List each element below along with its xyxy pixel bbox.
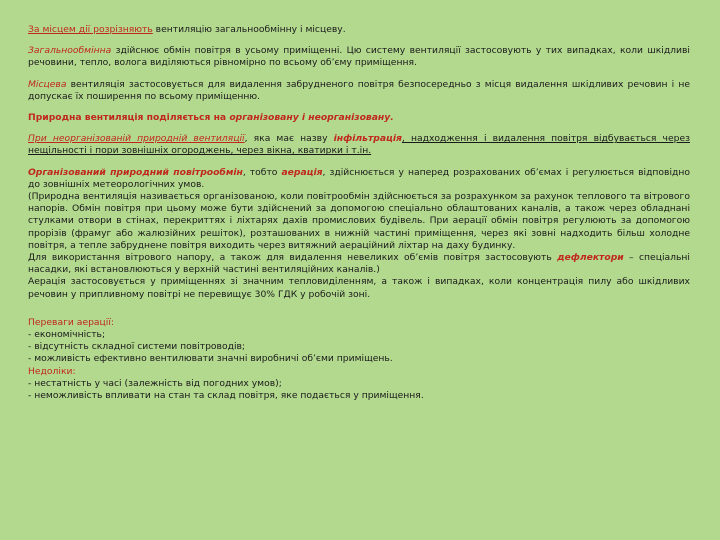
pros-title: Переваги аерації: <box>28 316 115 328</box>
paragraph-natural-ventilation <box>28 112 690 124</box>
organized-mid: , тобто <box>242 166 282 178</box>
organized-term: Організований природний повітрообмін <box>28 166 243 178</box>
paragraph-classification <box>28 24 690 36</box>
local-term: Місцева <box>28 78 67 90</box>
natural-lead: Природна вентиляція поділяється на <box>28 112 230 124</box>
local-rest: вентиляція застосовується для видалення забрудненого повітря безпосередньо з місця видалення шкідливих речовин і не допускає їх поширення по всьому приміщенню. <box>28 78 690 102</box>
pros-item: - можливість ефективно вентилювати значні виробничі об’єми приміщень. <box>28 353 393 365</box>
paragraph-unorganized <box>28 133 690 157</box>
deflectors-term: дефлектори <box>557 252 624 264</box>
paragraph-natural-explanation: (Природна вентиляція називається організованою, коли повітрообмін здійснюється за розрахунком за рахунок теплового та вітрового напорів. Обмін повітря при цьому може бути здійснений за допомогою спеціально облаштованих каналів, а також через обладнані стулками отвори в стінах, перекриттях і ліхтарях дахів промислових будівель. При аерації обмін повітря регулюють за допомогою прорізів (фрамуг або жалюзійних решіток), розташованих в нижній частині приміщення, через які зовні надходить більш холодне повітря, а тепле забруднене повітря виходить через витяжний аераційний ліхтар на даху будинку. <box>28 191 690 251</box>
pros-section <box>28 317 690 402</box>
cons-item: - нестатність у часі (залежність від погодних умов); <box>28 377 282 389</box>
paragraph-local-ventilation <box>28 79 690 103</box>
general-rest: здійснює обмін повітря в усьому приміщенні. Цю систему вентиляції застосовують у тих випадках, коли шкідливі речовини, тепло, волога виділяються рівномірно по всьому об’єму приміщення. <box>28 45 690 69</box>
general-term: Загальнообмінна <box>28 45 112 57</box>
paragraph-aeration-usage: Аерація застосовується у приміщеннях зі значним тепловиділенням, а також і випадках, коли концентрація пилу або шкідливих речовин у припливному повітрі не перевищує 30% ГДК у робочій зоні. <box>28 276 690 300</box>
deflectors-lead: Для використання вітрового напору, а також для видалення невеликих об’ємів повітря застосовують <box>28 252 558 264</box>
pros-list <box>28 329 690 366</box>
unorganized-rest: , надходження і видалення повітря відбувається через нещільності і пори зовнішніх огороджень, через вікна, кватирки і т.ін. <box>28 133 690 157</box>
unorganized-mid: , яка має назву <box>244 133 334 145</box>
paragraph-general-ventilation <box>28 45 690 69</box>
natural-org: організовану і неорганізовану. <box>229 112 394 124</box>
aeration-term: аерація <box>281 166 323 178</box>
cons-list <box>28 378 690 402</box>
cons-title: Недоліки: <box>28 365 76 377</box>
pros-item: - економічність; <box>28 329 106 341</box>
unorganized-term: При неорганізованій природній вентиляції <box>28 133 245 145</box>
classification-lead: За місцем дії розрізняють <box>28 24 153 35</box>
cons-item: - неможливість впливати на стан та склад повітря, яке подається у приміщення. <box>28 390 424 402</box>
infiltration-term: інфільтрація <box>333 133 402 145</box>
deflectors-rest: – спеціальні насадки, які встановлюються у верхній частині вентиляційних каналів.) <box>28 252 690 276</box>
paragraph-organized <box>28 167 690 191</box>
pros-item: - відсутність складної системи повітроводів; <box>28 341 246 353</box>
classification-rest: вентиляцію загальнообмінну і місцеву. <box>152 24 346 35</box>
organized-rest: , здійснюється у наперед розрахованих об’ємах і регулюється відповідно до зовнішніх метеорологічних умов. <box>28 166 690 190</box>
paragraph-deflectors <box>28 252 690 276</box>
